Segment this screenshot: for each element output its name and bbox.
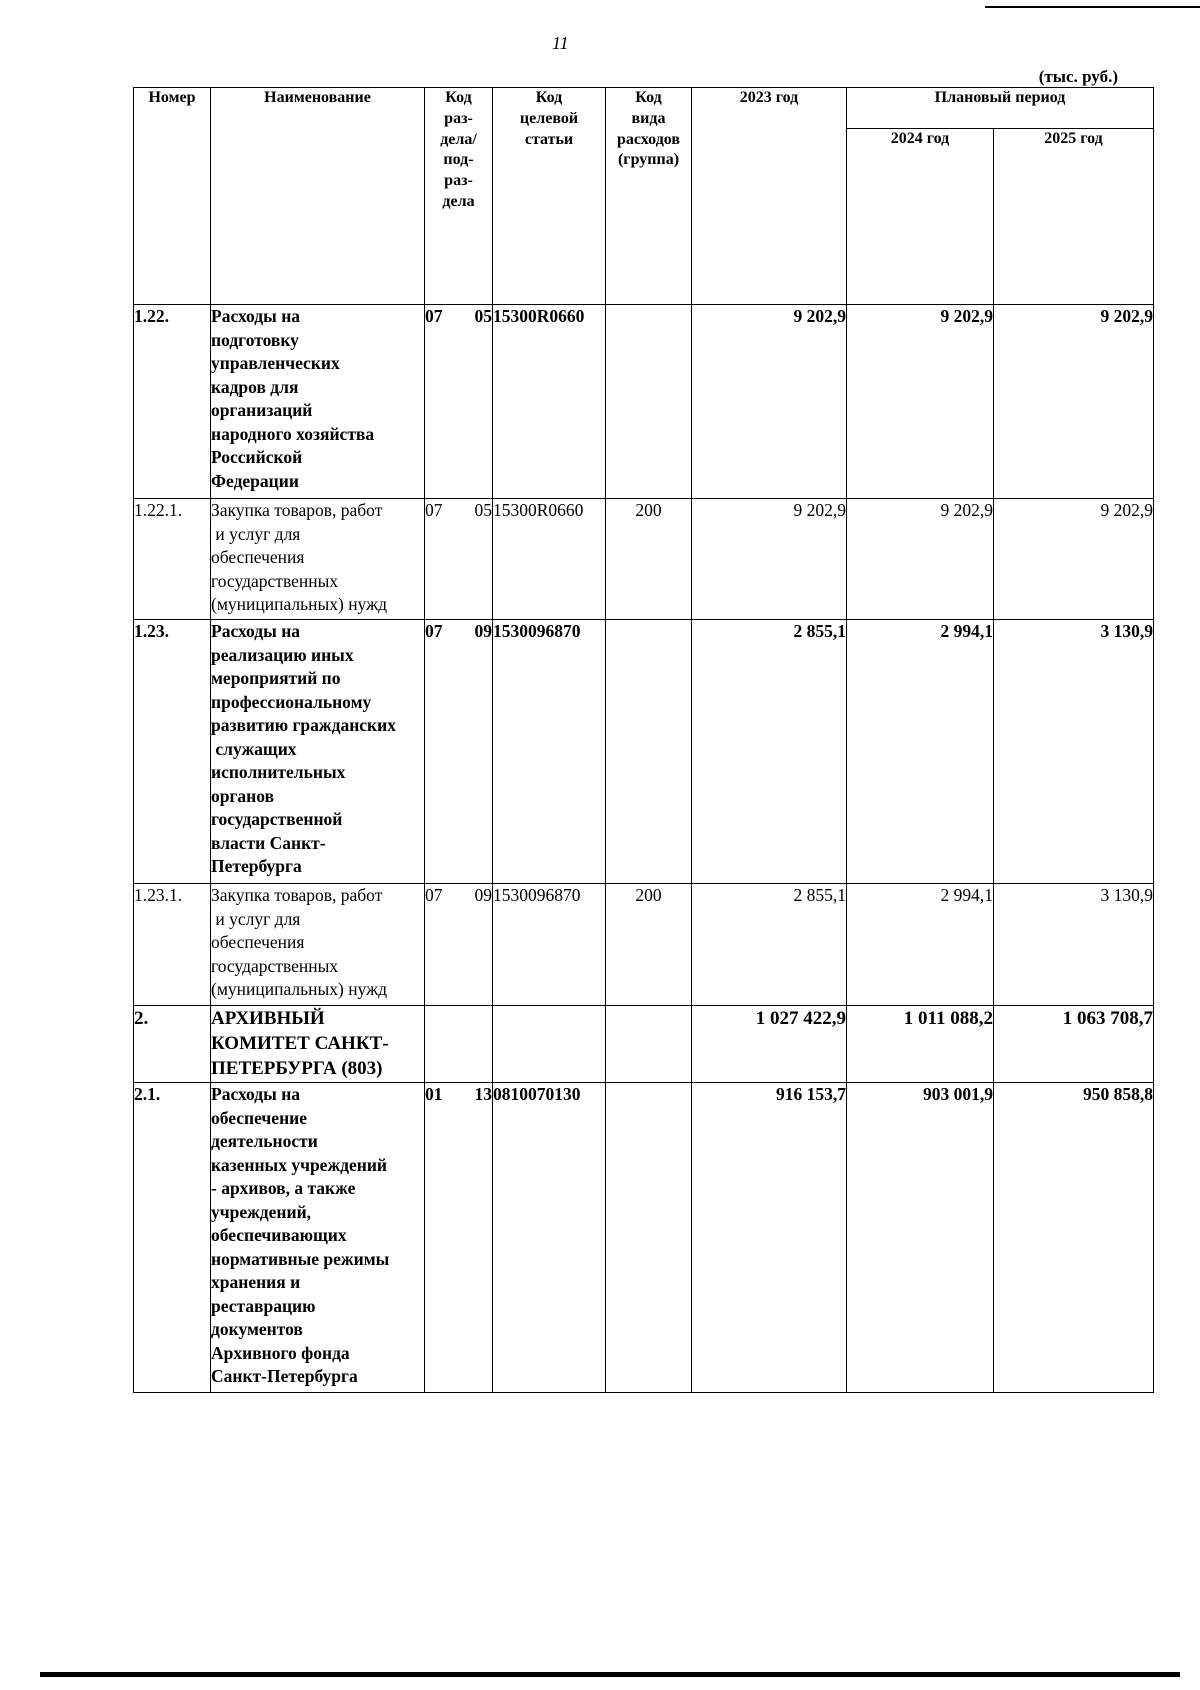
row-section-code <box>425 1006 493 1083</box>
header-expense-line: (группа) <box>617 151 680 169</box>
row-name-line: подготовку <box>211 329 299 350</box>
row-amount-2024: 903 001,9 <box>847 1083 994 1393</box>
row-name <box>211 620 425 884</box>
section-code: 07 <box>425 500 443 520</box>
row-amount-2025: 3 130,9 <box>994 884 1154 1006</box>
table-row <box>134 884 1154 1006</box>
header-target-code <box>493 88 606 305</box>
bottom-edge-line <box>40 1672 1180 1677</box>
header-section-line: раз- <box>444 172 473 190</box>
header-section-line: дела/ <box>440 130 477 148</box>
row-name-line: кадров для <box>211 376 299 397</box>
row-name-line: Расходы на <box>211 1084 301 1104</box>
row-section-code <box>425 620 493 884</box>
row-name-line: служащих <box>211 738 297 759</box>
row-amount-2024: 9 202,9 <box>847 305 994 499</box>
header-name: Наименование <box>211 88 425 305</box>
row-amount-2025: 1 063 708,7 <box>994 1006 1154 1083</box>
row-name-line: ПЕТЕРБУРГА (803) <box>211 1058 383 1079</box>
row-name-line: Закупка товаров, работ <box>211 885 383 905</box>
row-name-line: управленческих <box>211 353 340 373</box>
subsection-code: 13 <box>474 1084 492 1104</box>
header-section-code <box>425 88 493 305</box>
row-name-line: организаций <box>211 400 313 420</box>
subsection-code: 05 <box>474 500 492 520</box>
row-name <box>211 1006 425 1083</box>
row-name-line: Российской <box>211 447 303 467</box>
budget-table <box>133 87 1154 1393</box>
row-name-line: развитию гражданских <box>211 715 396 735</box>
row-amount-2024: 2 994,1 <box>847 620 994 884</box>
units-label: (тыс. руб.) <box>1038 67 1118 86</box>
row-number: 1.22.1. <box>134 499 211 620</box>
row-name-line: Расходы на <box>211 621 301 641</box>
row-target-code: 15300R0660 <box>493 305 606 499</box>
row-name-line: Петербурга <box>211 856 302 876</box>
row-section-code <box>425 884 493 1006</box>
row-name-line: обеспечения <box>211 932 305 952</box>
row-name-line: Санкт-Петербурга <box>211 1366 358 1386</box>
row-name-line: документов <box>211 1319 303 1339</box>
header-section-line: Код <box>445 89 472 106</box>
row-name-line: власти Санкт- <box>211 832 326 853</box>
header-section-line: под- <box>443 151 474 169</box>
header-expense-code <box>606 88 692 305</box>
header-plan-period: Плановый период <box>847 88 1154 129</box>
row-name <box>211 884 425 1006</box>
row-name-line: казенных учреждений <box>211 1154 387 1175</box>
row-expense-code <box>606 1006 692 1083</box>
row-name-line: государственных <box>211 570 339 591</box>
row-name-line: Расходы на <box>211 306 301 326</box>
row-target-code: 15300R0660 <box>493 499 606 620</box>
row-amount-2024: 2 994,1 <box>847 884 994 1006</box>
row-amount-2023: 9 202,9 <box>692 499 847 620</box>
row-name-line: народного хозяйства <box>211 423 375 444</box>
row-name-line: Федерации <box>211 470 299 491</box>
row-section-code <box>425 499 493 620</box>
table-row <box>134 499 1154 620</box>
section-code: 07 <box>425 621 443 641</box>
row-target-code <box>493 1006 606 1083</box>
row-name-line: обеспечения <box>211 547 305 567</box>
row-name-line: учреждений, <box>211 1201 312 1222</box>
row-amount-2023: 9 202,9 <box>692 305 847 499</box>
row-amount-2024: 9 202,9 <box>847 499 994 620</box>
row-name-line: (муниципальных) нужд <box>211 979 388 999</box>
header-expense-line: вида <box>631 109 666 127</box>
row-name-line: Архивного фонда <box>211 1342 350 1363</box>
row-name-line: обеспечивающих <box>211 1225 347 1245</box>
row-name-line: и услуг для <box>211 523 301 544</box>
row-amount-2023: 1 027 422,9 <box>692 1006 847 1083</box>
row-target-code: 1530096870 <box>493 620 606 884</box>
row-name-line: нормативные режимы <box>211 1248 390 1269</box>
section-code: 07 <box>425 885 443 905</box>
header-target-line: Код <box>535 89 563 106</box>
header-year-2025: 2025 год <box>994 129 1154 305</box>
row-name-line: Закупка товаров, работ <box>211 500 383 520</box>
table-row <box>134 1083 1154 1393</box>
header-section-line: дела <box>442 192 475 210</box>
row-name <box>211 499 425 620</box>
row-name <box>211 305 425 499</box>
row-expense-code <box>606 1083 692 1393</box>
row-name-line: и услуг для <box>211 908 301 929</box>
row-amount-2025: 950 858,8 <box>994 1083 1154 1393</box>
row-amount-2025: 3 130,9 <box>994 620 1154 884</box>
row-name-line: исполнительных <box>211 762 346 782</box>
row-section-code <box>425 1083 493 1393</box>
header-target-line: целевой <box>519 109 579 127</box>
header-target-line: статьи <box>524 130 574 148</box>
row-name <box>211 1083 425 1393</box>
row-section-code <box>425 305 493 499</box>
subsection-code: 09 <box>474 885 492 905</box>
row-number: 2.1. <box>134 1083 211 1393</box>
row-number: 1.22. <box>134 305 211 499</box>
row-amount-2023: 916 153,7 <box>692 1083 847 1393</box>
row-name-line: обеспечение <box>211 1107 308 1128</box>
header-year-2024: 2024 год <box>847 129 994 305</box>
section-code: 07 <box>425 306 443 326</box>
header-expense-line: Код <box>635 89 662 106</box>
row-target-code: 0810070130 <box>493 1083 606 1393</box>
row-name-line: государственных <box>211 955 339 976</box>
row-name-line: мероприятий по <box>211 668 341 688</box>
row-amount-2023: 2 855,1 <box>692 620 847 884</box>
header-year-2023: 2023 год <box>692 88 847 305</box>
row-expense-code: 200 <box>606 499 692 620</box>
row-name-line: хранения и <box>211 1272 301 1292</box>
row-number: 2. <box>134 1006 211 1083</box>
row-target-code: 1530096870 <box>493 884 606 1006</box>
row-name-line: АРХИВНЫЙ <box>211 1008 325 1029</box>
subsection-code: 09 <box>474 621 492 641</box>
subsection-code: 05 <box>474 306 492 326</box>
header-section-line: раз- <box>444 109 473 127</box>
row-name-line: - архивов, а также <box>211 1178 356 1198</box>
top-edge-line <box>985 6 1200 8</box>
table-row <box>134 1006 1154 1083</box>
row-expense-code <box>606 620 692 884</box>
row-expense-code <box>606 305 692 499</box>
row-amount-2024: 1 011 088,2 <box>847 1006 994 1083</box>
section-code: 01 <box>425 1084 443 1104</box>
page-number: 11 <box>552 33 569 53</box>
row-name-line: органов <box>211 785 275 806</box>
row-name-line: деятельности <box>211 1131 318 1151</box>
row-amount-2023: 2 855,1 <box>692 884 847 1006</box>
row-name-line: государственной <box>211 809 343 829</box>
row-expense-code: 200 <box>606 884 692 1006</box>
row-name-line: реставрацию <box>211 1295 316 1316</box>
header-number: Номер <box>134 88 211 305</box>
row-amount-2025: 9 202,9 <box>994 305 1154 499</box>
table-row <box>134 620 1154 884</box>
row-name-line: реализацию иных <box>211 644 354 665</box>
row-name-line: (муниципальных) нужд <box>211 594 388 614</box>
row-amount-2025: 9 202,9 <box>994 499 1154 620</box>
row-name-line: профессиональному <box>211 691 372 712</box>
row-name-line: КОМИТЕТ САНКТ- <box>211 1033 389 1054</box>
header-expense-line: расходов <box>616 130 681 148</box>
row-number: 1.23. <box>134 620 211 884</box>
table-row <box>134 305 1154 499</box>
row-number: 1.23.1. <box>134 884 211 1006</box>
